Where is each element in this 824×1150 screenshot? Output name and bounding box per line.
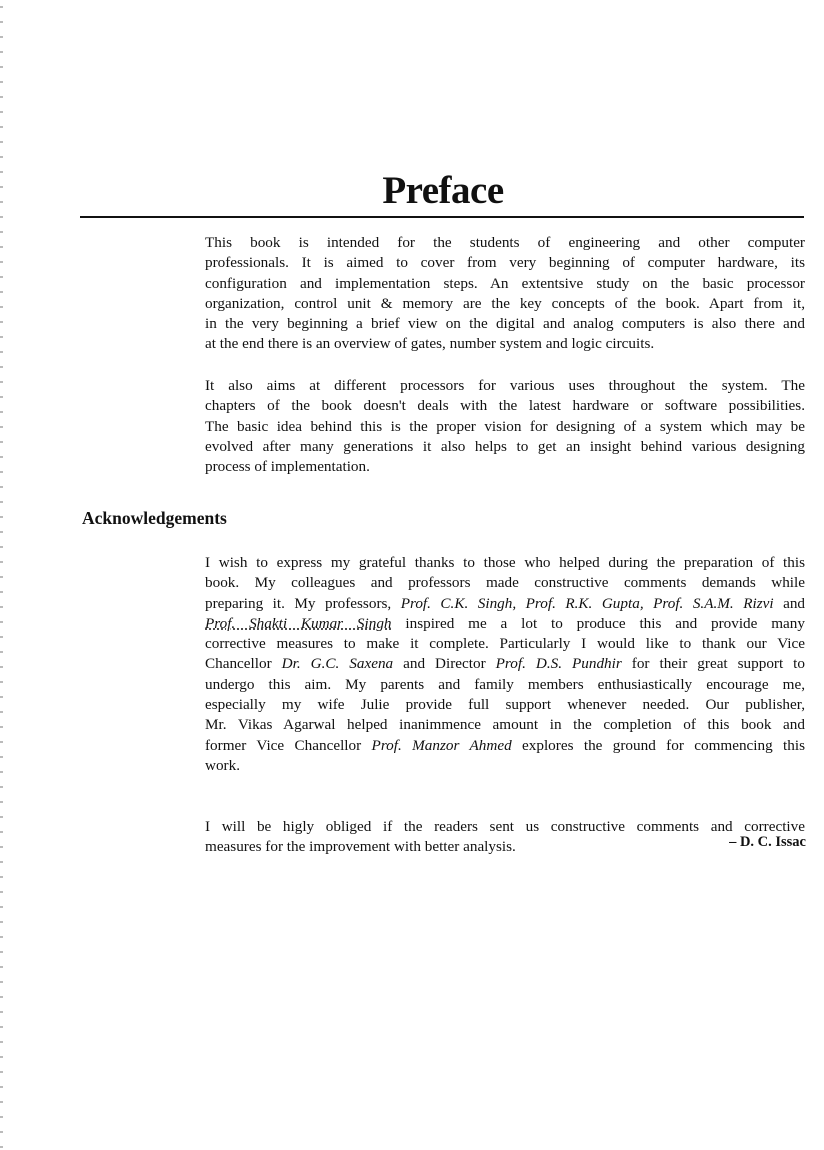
text-line	[205, 675, 805, 695]
text-run: in the very beginning a brief view on the digital and analog computers is also there and	[205, 315, 805, 333]
text-run: The basic idea behind this is the proper vision for designing of a system which may be	[205, 417, 805, 435]
text-run: and	[773, 594, 806, 612]
text-run: for their great support to	[621, 655, 805, 673]
text-run: work.	[205, 756, 241, 774]
text-run: It also aims at different processors for various uses throughout the system. The	[205, 377, 805, 394]
text-run: professionals. It is aimed to cover from very beginning of computer hardware, its	[205, 254, 805, 272]
italic-name: Prof. Shakti Kumar Singh	[205, 614, 392, 632]
text-run: book. My colleagues and professors made constructive comments demands while	[205, 574, 805, 592]
title-rule	[80, 216, 804, 218]
text-run: at the end there is an overview of gates, number system and logic circuits.	[205, 335, 655, 353]
text-line	[205, 817, 805, 837]
text-run: Chancellor	[205, 655, 282, 673]
text-run: organization, control unit & memory are the key concepts of the book. Apart from it,	[205, 294, 805, 312]
author-signature: – D. C. Issac	[729, 834, 806, 850]
text-line	[205, 437, 805, 457]
text-run: Mr. Vikas Agarwal helped inanimmence amount in the completion of this book and	[205, 716, 805, 734]
italic-name: Prof. D.S. Pundhir	[495, 655, 622, 673]
italic-name: Dr. G.C. Saxena	[281, 655, 394, 673]
text-run: preparing it. My professors,	[205, 594, 401, 612]
text-run: corrective measures to make it complete. Particularly I would like to thank our Vice	[205, 635, 805, 653]
italic-name: Prof. Manzor Ahmed	[371, 736, 512, 754]
text-line	[205, 573, 805, 593]
text-line	[205, 654, 805, 674]
text-line	[205, 594, 805, 614]
text-line	[205, 457, 805, 477]
text-line	[205, 756, 805, 776]
text-run: configuration and implementation steps. An extentsive study on the basic processor	[205, 274, 805, 292]
text-run: evolved after many generations it also helps to get an insight behind various designing	[205, 437, 805, 455]
acknowledgements-paragraph-1	[205, 553, 805, 776]
text-run: and Director	[393, 655, 496, 673]
text-line	[205, 334, 805, 354]
text-line	[205, 417, 805, 437]
text-line	[205, 314, 805, 334]
text-line	[205, 695, 805, 715]
text-line	[205, 715, 805, 735]
text-line	[205, 376, 805, 396]
text-line	[205, 233, 805, 253]
text-run: inspired me a lot to produce this and provide many	[391, 614, 805, 632]
text-run: former Vice Chancellor	[205, 736, 372, 754]
text-line	[205, 614, 805, 634]
text-run: explores the ground for commencing this	[511, 736, 805, 754]
text-run: I wish to express my grateful thanks to those who helped during the preparation of this	[205, 554, 805, 571]
acknowledgements-heading: Acknowledgements	[82, 508, 227, 528]
page-title: Preface	[382, 169, 504, 212]
italic-name: Prof. C.K. Singh, Prof. R.K. Gupta, Prof. S.A.M. Rizvi	[400, 594, 774, 612]
text-line	[205, 837, 805, 857]
text-run: especially my wife Julie provide full support whenever needed. Our publisher,	[205, 696, 805, 714]
text-run: measures for the improvement with better analysis.	[205, 838, 516, 856]
text-run: chapters of the book doesn't deals with the latest hardware or software possibilities.	[205, 397, 805, 415]
acknowledgements-paragraph-2	[205, 817, 805, 858]
text-line	[205, 274, 805, 294]
text-line	[205, 736, 805, 756]
text-line	[205, 253, 805, 273]
text-line	[205, 634, 805, 654]
text-run: undergo this aim. My parents and family members enthusiastically encourage me,	[205, 675, 805, 693]
intro-paragraph-2	[205, 376, 805, 477]
text-run: process of implementation.	[205, 458, 370, 476]
intro-paragraph-1	[205, 233, 805, 355]
text-line	[205, 553, 805, 573]
text-line	[205, 396, 805, 416]
text-line	[205, 294, 805, 314]
text-run: This book is intended for the students of engineering and other computer	[205, 234, 805, 251]
text-run: I will be higly obliged if the readers sent us constructive comments and corrective	[205, 818, 805, 835]
